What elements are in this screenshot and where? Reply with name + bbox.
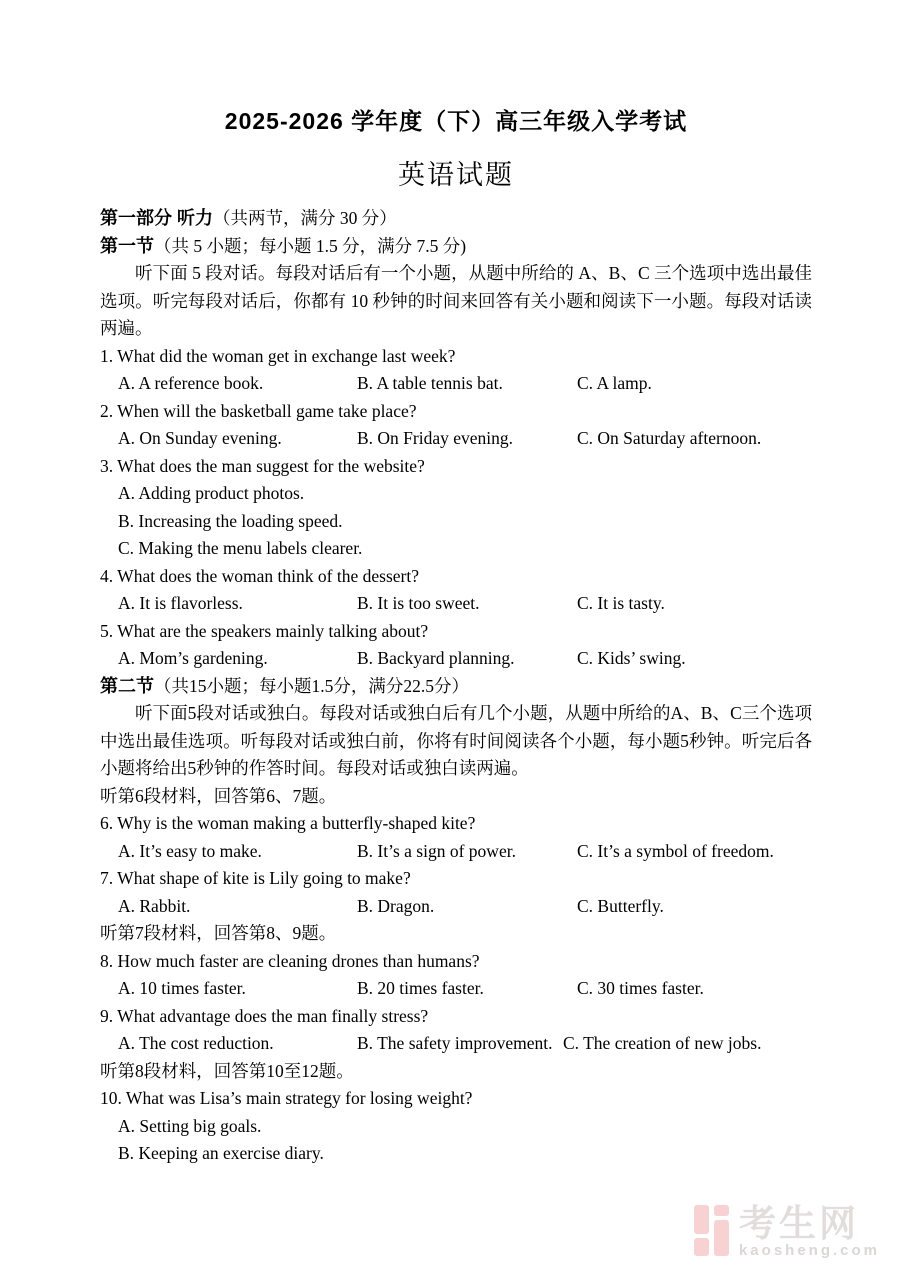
- section2-heading-note: （共15小题；每小题1.5分，满分22.5分）: [154, 675, 469, 696]
- question-8-option-b: B. 20 times faster.: [357, 978, 484, 998]
- kaosheng-logo-icon: [694, 1205, 729, 1256]
- question-9-text: 9. What advantage does the man finally stress?: [100, 1005, 429, 1026]
- question-6-option-c: C. It’s a symbol of freedom.: [577, 840, 774, 861]
- question-1-text: 1. What did the woman get in exchange last week?: [100, 345, 456, 366]
- section1-heading-bold: 第一节: [100, 235, 154, 256]
- part1-heading-note: （共两节，满分 30 分）: [213, 208, 397, 228]
- material-7-note: 听第7段材料，回答第8、9题。: [100, 923, 337, 943]
- question-1-option-a: A. A reference book.: [118, 373, 264, 393]
- question-2-option-c: C. On Saturday afternoon.: [577, 428, 762, 448]
- question-5-option-a: A. Mom’s gardening.: [118, 648, 268, 668]
- question-1-options: [100, 370, 812, 398]
- question-1-option-c: C. A lamp.: [577, 373, 652, 393]
- question-9-option-b: B. The safety improvement.: [357, 1033, 553, 1053]
- section1-heading: [100, 233, 812, 261]
- question-3-option-b: B. Increasing the loading speed.: [118, 510, 343, 531]
- section1-heading-note: （共 5 小题；每小题 1.5 分，满分 7.5 分): [154, 235, 467, 256]
- question-6-option-a: A. It’s easy to make.: [118, 840, 262, 861]
- question-5-text: 5. What are the speakers mainly talking about?: [100, 620, 429, 641]
- question-10-option-b: B. Keeping an exercise diary.: [118, 1143, 324, 1163]
- question-9-options: [100, 1030, 812, 1058]
- question-7-options: [100, 893, 812, 921]
- part1-heading-bold: 第一部分 听力: [100, 208, 214, 228]
- question-3-option-c: C. Making the menu labels clearer.: [118, 538, 363, 558]
- question-8-text: 8. How much faster are cleaning drones than humans?: [100, 950, 480, 971]
- question-7-option-c: C. Butterfly.: [577, 895, 664, 916]
- question-4-options: [100, 590, 812, 618]
- question-3-options: [100, 480, 812, 563]
- part1-heading: [100, 205, 812, 233]
- question-10-options: [100, 1113, 812, 1168]
- question-4-text: 4. What does the woman think of the dessert?: [100, 565, 419, 586]
- section1-instructions: 听下面 5 段对话。每段对话后有一个小题，从题中所给的 A、B、C 三个选项中选出最佳选项。听完每段对话后，你都有 10 秒钟的时间来回答有关小题和阅读下一小题。每段对话读两遍。: [100, 263, 812, 338]
- question-7-text: 7. What shape of kite is Lily going to make?: [100, 868, 411, 888]
- question-4-option-b: B. It is too sweet.: [357, 593, 480, 613]
- question-2-option-a: A. On Sunday evening.: [118, 428, 282, 448]
- question-9-option-a: A. The cost reduction.: [118, 1033, 274, 1053]
- watermark-site-domain: kaosheng.com: [738, 1242, 880, 1259]
- question-10-option-a: A. Setting big goals.: [118, 1115, 262, 1136]
- question-3-option-a: A. Adding product photos.: [118, 483, 305, 503]
- question-2-text: 2. When will the basketball game take place?: [100, 400, 417, 421]
- question-5-options: [100, 645, 812, 673]
- section2-heading-bold: 第二节: [100, 675, 154, 696]
- material-6-note: 听第6段材料，回答第6、7题。: [100, 785, 337, 806]
- question-6-text: 6. Why is the woman making a butterfly-shaped kite?: [100, 813, 476, 833]
- question-5-option-c: C. Kids’ swing.: [577, 648, 686, 668]
- exam-subtitle: 英语试题: [398, 160, 514, 190]
- question-9-option-c: C. The creation of new jobs.: [563, 1033, 762, 1053]
- question-2-option-b: B. On Friday evening.: [357, 428, 514, 448]
- question-4-option-c: C. It is tasty.: [577, 593, 665, 613]
- question-10-text: 10. What was Lisa’s main strategy for losing weight?: [100, 1088, 473, 1108]
- watermark-text-block: [739, 1205, 880, 1259]
- section2-instructions: 听下面5段对话或独白。每段对话或独白后有几个小题，从题中所给的A、B、C三个选项中选出最佳选项。听每段对话或独白前，你将有时间阅读各个小题，每小题5秒钟。听完后各小题将给出5秒钟的作答时间。每段对话或独白读两遍。: [100, 703, 812, 778]
- question-7-option-b: B. Dragon.: [357, 895, 435, 916]
- question-6-option-b: B. It’s a sign of power.: [357, 840, 516, 861]
- question-8-options: [100, 975, 812, 1003]
- question-2-options: [100, 425, 812, 453]
- question-8-option-a: A. 10 times faster.: [118, 978, 246, 998]
- question-1-option-b: B. A table tennis bat.: [357, 373, 503, 393]
- question-7-option-a: A. Rabbit.: [118, 895, 191, 916]
- question-5-option-b: B. Backyard planning.: [357, 648, 515, 668]
- watermark-site-name: 考生网: [738, 1203, 859, 1244]
- question-6-options: [100, 838, 812, 866]
- exam-title: 2025-2026 学年度（下）高三年级入学考试: [224, 108, 688, 134]
- question-8-option-c: C. 30 times faster.: [577, 978, 704, 998]
- question-3-text: 3. What does the man suggest for the website?: [100, 455, 425, 476]
- watermark: [694, 1205, 880, 1259]
- material-8-note: 听第8段材料，回答第10至12题。: [100, 1060, 354, 1081]
- section2-heading: [100, 673, 812, 701]
- exam-body: [100, 205, 812, 1168]
- question-4-option-a: A. It is flavorless.: [118, 593, 243, 613]
